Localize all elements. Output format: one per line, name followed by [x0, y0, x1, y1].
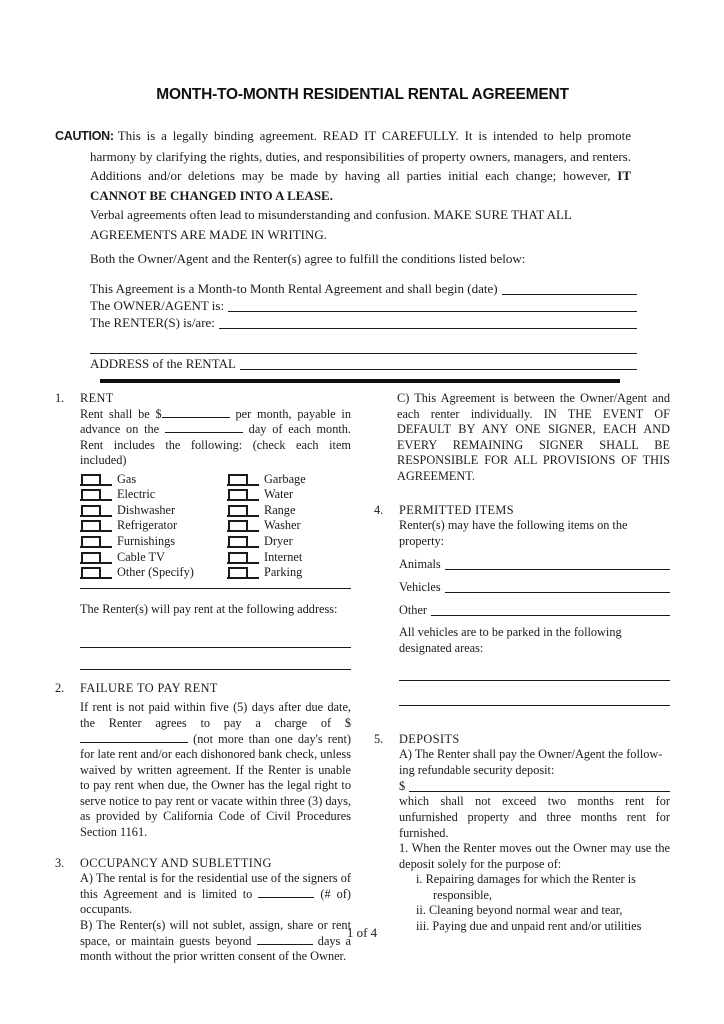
- section-number: 5.: [374, 731, 384, 746]
- vehicles-row: [399, 572, 670, 595]
- checklist-row: [80, 470, 227, 486]
- pay-address-blank-1[interactable]: [80, 647, 351, 648]
- checkbox-icon: [81, 489, 101, 499]
- occupancy-b-text-1: B) The Renter(s) will not sublet, assign, share or rent space, or maintain guests beyond: [80, 918, 351, 948]
- checkbox-icon: [228, 567, 248, 577]
- other-specify-blank[interactable]: [80, 588, 351, 589]
- rent-text-3: day of each month. Rent includes the following: (check each item included): [80, 422, 351, 468]
- other-items-row: [399, 595, 670, 618]
- deposit-use-item-3: iii. Paying due and unpaid rent and/or utilities: [416, 919, 642, 934]
- checkbox-garbage[interactable]: [227, 474, 259, 486]
- checkbox-electric[interactable]: [80, 489, 112, 501]
- deposits-a-line-1: A) The Renter shall pay the Owner/Agent the follow-: [399, 747, 663, 762]
- section-failure-heading: [55, 681, 351, 697]
- checkbox-icon: [228, 520, 248, 530]
- caution-text: This is a legally binding agreement. READ IT CAREFULLY. It is intended to help promote harmony by clarifying the rights, duties, and responsibilities of property owners, managers, and renters. Additions and/or deletions may be made by having all parties initial each change; however,: [90, 128, 631, 183]
- checklist-row: [80, 548, 227, 564]
- page-content: [55, 0, 670, 965]
- checklist-row: [227, 517, 351, 533]
- pay-address-text: The Renter(s) will pay rent at the following address:: [80, 602, 338, 617]
- checkbox-icon: [81, 505, 101, 515]
- checklist-row: [227, 532, 351, 548]
- checkbox-parking[interactable]: [227, 567, 259, 579]
- page-number: 1 of 4: [346, 925, 378, 940]
- pay-address-blank-2[interactable]: [80, 669, 351, 670]
- checkbox-other-specify[interactable]: [80, 567, 112, 579]
- owner-agent-label: The OWNER/AGENT is:: [90, 298, 225, 313]
- checkbox-internet[interactable]: [227, 552, 259, 564]
- section-permitted-items: [374, 503, 670, 706]
- section-rent: [55, 391, 351, 670]
- left-column: [55, 391, 351, 965]
- renters-row: [90, 314, 637, 331]
- checkbox-gas[interactable]: [80, 474, 112, 486]
- checklist-row: [227, 470, 351, 486]
- checkbox-label: Furnishings: [117, 533, 176, 548]
- section-number: 1.: [55, 391, 65, 405]
- checkbox-label: Water: [264, 487, 294, 502]
- deposits-a-line-2: ing refundable security deposit:: [399, 762, 555, 777]
- section-title: PERMITTED ITEMS: [399, 502, 514, 517]
- checklist-row: [80, 564, 227, 580]
- caution-bold-text: IT CANNOT BE CHANGED INTO A LEASE.: [90, 168, 631, 203]
- checkbox-label: Refrigerator: [117, 518, 178, 533]
- checkbox-icon: [228, 552, 248, 562]
- failure-text-1: If rent is not paid within five (5) days after due date, the Renter agrees to pay a charge of $: [80, 700, 351, 730]
- caution-label: CAUTION:: [55, 129, 114, 143]
- other-items-label: Other: [399, 603, 427, 618]
- section-rent-heading: [55, 391, 351, 407]
- other-items-blank[interactable]: [431, 604, 670, 616]
- permitted-items-intro: Renter(s) may have the following items on the property:: [399, 518, 628, 548]
- rent-paragraph: [80, 407, 351, 469]
- occupancy-b-text-2: days a month without the prior written consent of the Owner.: [80, 933, 351, 964]
- two-column-body: [55, 391, 670, 965]
- section-title: OCCUPANCY AND SUBLETTING: [80, 855, 272, 870]
- parking-area-blank-2[interactable]: [399, 705, 670, 706]
- deposit-use-item-2: ii. Cleaning beyond normal wear and tear,: [416, 903, 623, 918]
- section-occupancy-heading: [55, 856, 351, 872]
- renters-extra-blank[interactable]: [90, 340, 637, 354]
- checkbox-label: Electric: [117, 487, 156, 502]
- section-title: DEPOSITS: [399, 731, 460, 746]
- occupancy-a-text-1: A) The rental is for the residential use of the signers of this Agreement and is limited to: [80, 871, 351, 901]
- section-number: 2.: [55, 680, 65, 695]
- checkbox-icon: [81, 567, 101, 577]
- checkbox-icon: [81, 474, 101, 484]
- document-title: MONTH-TO-MONTH RESIDENTIAL RENTAL AGREEMENT: [156, 86, 569, 103]
- deposit-amount-row: [399, 778, 670, 794]
- agreement-clause-c: C) This Agreement is between the Owner/Agent and each renter individually. IN THE EVENT OF DEFAULT BY ANY ONE SIGNER, EACH AND EVERY REMAINING SIGNER SHALL BE RESPONSIBLE FOR ALL PROVISIONS OF THIS AGREEMENT.: [397, 391, 670, 483]
- checkbox-label: Range: [264, 502, 296, 517]
- checkbox-dishwasher[interactable]: [80, 505, 112, 517]
- checklist-row: [227, 548, 351, 564]
- right-column: [374, 391, 670, 965]
- rent-text-1: Rent shall be $: [80, 406, 162, 421]
- checkbox-icon: [228, 505, 248, 515]
- intro-block: [90, 250, 637, 372]
- begin-date-blank[interactable]: [502, 283, 637, 295]
- checkbox-icon: [81, 536, 101, 546]
- rent-due-day-blank[interactable]: [165, 423, 243, 433]
- checklist-row: [80, 486, 227, 502]
- deposit-use-item-1: i. Repairing damages for which the Renter is responsible,: [416, 872, 636, 902]
- checkbox-washer[interactable]: [227, 520, 259, 532]
- section-number: 4.: [374, 502, 384, 517]
- checkbox-label: Washer: [264, 518, 301, 533]
- owner-agent-row: [90, 297, 637, 314]
- checkbox-furnishings[interactable]: [80, 536, 112, 548]
- section-title: FAILURE TO PAY RENT: [80, 680, 218, 695]
- begin-date-label: This Agreement is a Month-to Month Rental Agreement and shall begin (date): [90, 281, 498, 296]
- caution-paragraph-2: Verbal agreements often lead to misunderstanding and confusion. MAKE SURE THAT ALL AGREEMENTS ARE MADE IN WRITING.: [90, 207, 572, 242]
- caution-paragraph-1: [55, 126, 631, 205]
- checkbox-label: Other (Specify): [117, 565, 194, 580]
- owner-agent-blank[interactable]: [228, 300, 637, 312]
- late-charge-blank[interactable]: [80, 733, 188, 743]
- renters-label: The RENTER(S) is/are:: [90, 315, 215, 330]
- vehicles-blank[interactable]: [445, 581, 670, 593]
- failure-paragraph: [80, 700, 351, 840]
- checkbox-icon: [228, 474, 248, 484]
- deposit-amount-blank[interactable]: [409, 780, 670, 792]
- rental-address-blank[interactable]: [240, 358, 637, 370]
- checklist-row: [80, 501, 227, 517]
- deposits-paragraph-a: [399, 747, 670, 778]
- section-permitted-heading: [374, 503, 670, 519]
- checkbox-label: Parking: [264, 565, 303, 580]
- renters-blank[interactable]: [219, 317, 637, 329]
- occupants-blank[interactable]: [258, 888, 314, 898]
- deposits-use-text: 1. When the Renter moves out the Owner may use the deposit solely for the purpose of:: [399, 841, 670, 871]
- parking-areas-text: All vehicles are to be parked in the following designated areas:: [399, 625, 622, 655]
- deposits-limit-text: which shall not exceed two months rent for unfurnished property and three months rent for furnished.: [399, 794, 670, 840]
- dollar-sign: $: [399, 778, 406, 793]
- intro-lead: Both the Owner/Agent and the Renter(s) agree to fulfill the conditions listed below:: [90, 251, 526, 266]
- checklist-row: [80, 517, 227, 533]
- section-occupancy: [55, 856, 351, 965]
- section-title: RENT: [80, 391, 114, 405]
- parking-area-blank-1[interactable]: [399, 680, 670, 681]
- checkbox-refrigerator[interactable]: [80, 520, 112, 532]
- occupancy-a-text-2: (# of) occupants.: [80, 886, 351, 917]
- checkbox-label: Dryer: [264, 533, 293, 548]
- animals-row: [399, 549, 670, 572]
- section-deposits: [374, 732, 670, 935]
- checkbox-label: Dishwasher: [117, 502, 176, 517]
- checkbox-label: Cable TV: [117, 549, 165, 564]
- vehicles-label: Vehicles: [399, 580, 441, 595]
- checkbox-label: Internet: [264, 549, 303, 564]
- checkbox-icon: [81, 552, 101, 562]
- checkbox-label: Gas: [117, 471, 137, 486]
- rental-address-row: [90, 355, 637, 372]
- failure-text-2: (not more than one day's rent) for late rent and/or each dishonored bank check, unless waived by written agreement. If the Renter is unable to pay rent when due, the Owner has the legal right to serve notice to pay rent or vacate within three (3) days, as provided by California Code of Civil Procedures Section 1161.: [80, 731, 351, 840]
- checkbox-cable-tv[interactable]: [80, 552, 112, 564]
- checklist-row: [227, 486, 351, 502]
- checkbox-icon: [228, 536, 248, 546]
- checklist-row: [227, 564, 351, 580]
- included-items-checklist: [80, 470, 351, 579]
- checklist-row: [80, 532, 227, 548]
- section-number: 3.: [55, 855, 65, 870]
- section-divider-rule: [100, 379, 620, 383]
- animals-label: Animals: [399, 557, 441, 572]
- rental-address-label: ADDRESS of the RENTAL: [90, 356, 236, 371]
- begin-date-row: [90, 280, 637, 297]
- checkbox-dryer[interactable]: [227, 536, 259, 548]
- section-failure-to-pay: [55, 681, 351, 841]
- checkbox-icon: [81, 520, 101, 530]
- checklist-row: [227, 501, 351, 517]
- checkbox-label: Garbage: [264, 471, 306, 486]
- section-deposits-heading: [374, 732, 670, 748]
- occupancy-paragraph-a: [80, 871, 351, 918]
- animals-blank[interactable]: [445, 558, 670, 570]
- checkbox-icon: [228, 489, 248, 499]
- caution-block: [55, 126, 631, 244]
- checkbox-range[interactable]: [227, 505, 259, 517]
- rent-amount-blank[interactable]: [162, 408, 230, 418]
- rent-text-2: per month, payable in advance on the: [80, 406, 351, 437]
- checkbox-water[interactable]: [227, 489, 259, 501]
